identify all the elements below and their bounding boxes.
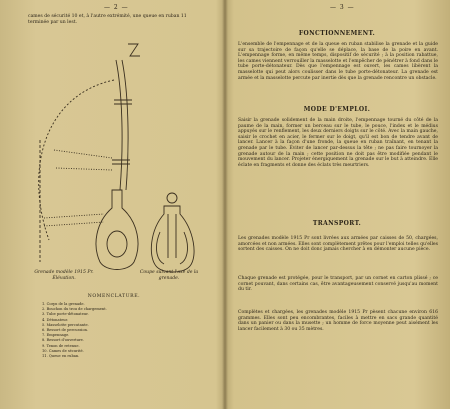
right-page (230, 0, 444, 409)
list-item: 3. Tube porte-détonateur. (42, 312, 89, 317)
intro-text: cames de sécurité 10 et, à l'autre extrémité, une queue en ruban 11 terminée par un lest. (28, 14, 187, 25)
list-item: 6. Ressort de percussion. (42, 328, 89, 333)
list-item: 4. Détonateur. (42, 317, 68, 322)
list-item: 7. Empennage. (42, 333, 70, 338)
section-title-fonctionnement: FONCTIONNEMENT. (298, 30, 376, 37)
figure-caption-section: Coupe suivant l'axe de la grenade. (139, 270, 199, 281)
list-item: 1. Corps de la grenade. (42, 302, 85, 306)
section-title-transport: TRANSPORT. (312, 220, 362, 227)
list-item: 10. Cames de sécurité. (42, 348, 84, 353)
figure-caption-elevation: Grenade modèle 1915 Pr. Élévation. (34, 270, 94, 281)
list-item: 9. Tenon de retenue. (42, 343, 80, 348)
nomenclature-list (42, 302, 192, 359)
section-title-mode-emploi: MODE D'EMPLOI. (303, 106, 371, 113)
list-item: 8. Ressort d'ouverture. (42, 338, 84, 343)
section-text-mode-emploi: Saisir la grenade solidement de la main droite, l'empennage tourné du côté de la paume de la main, former un berceau sur le tube, le pouce, l'index et le médius appuyés sur le renflement, les deux derniers doigts sur le côté. Avec la main gauche, saisir le crochet en acier, le fermer sur le doigt, qu'il est bon de tendre avant de lancer. Lancer à la façon d'une fronde, la queue en ruban traînant, en tenant la grenade par le tube. Éviter de lancer par-dessus la tête ; ne pas faire tournoyer la grenade autour de la main ; cette position ne doit pas être modifiée pendant le mouvement du lancer. Projeter énergiquement la grenade sur le but à atteindre. Elle éclate en fragments et donne des éclats très meurtriers. (238, 118, 438, 168)
page-number: — 3 — (330, 4, 355, 11)
nomenclature-title: NOMENCLATURE. (87, 294, 141, 299)
page-number: — 2 — (104, 4, 129, 11)
list-item: 11. Queue en ruban. (42, 354, 80, 359)
section-text-transport-c: Complètes et chargées, les grenades modèle 1915 Pr pèsent chacune environ 616 grammes. Elles sont peu encombrantes, faciles à mettre en sacs grande quantité dans un panier ou dans la musette ; un homme de force moyenne peut aisément les lancer facilement à 30 ou 35 mètres. (238, 310, 438, 332)
page-gutter (222, 0, 228, 409)
list-item: 5. Masselotte percutante. (42, 322, 89, 327)
left-page (4, 0, 220, 409)
section-text-transport-a: Les grenades modèle 1915 Pr sont livrées aux armées par caisses de 50, chargées, amorcées et non armées. Elles sont complètement prêtes pour l'emploi telles qu'elles sortent des caisses. On ne doit donc jamais chercher à en démonter aucune pièce. (238, 236, 438, 253)
section-text-transport-b: Chaque grenade est protégée, pour le transport, par un cornet en carton plissé ; ce cornet pouvant, dans certains cas, être avantageusement conservé jusqu'au moment du tir. (238, 276, 438, 293)
list-item: 2. Bouchon du trou de chargement. (42, 307, 107, 312)
section-text-fonctionnement: L'ensemble de l'empennage et de la queue en ruban stabilise la grenade et la guide sur sa trajectoire de façon qu'elle se déplace, la base de la poire en avant. L'empennage forme, en même temps, dispositif de sécurité ; à la position rabattue, les cames viennent verrouiller la masselotte et l'empêcher de pénétrer à fond dans le tube porte-détonateur. Dès que l'empennage est ouvert, les cames libèrent la masselotte qui peut alors coulisser dans le tube porte-détonateur. La grenade est armée et la masselotte percute par inertie dès que la grenade rencontre un obstacle. (238, 42, 438, 81)
